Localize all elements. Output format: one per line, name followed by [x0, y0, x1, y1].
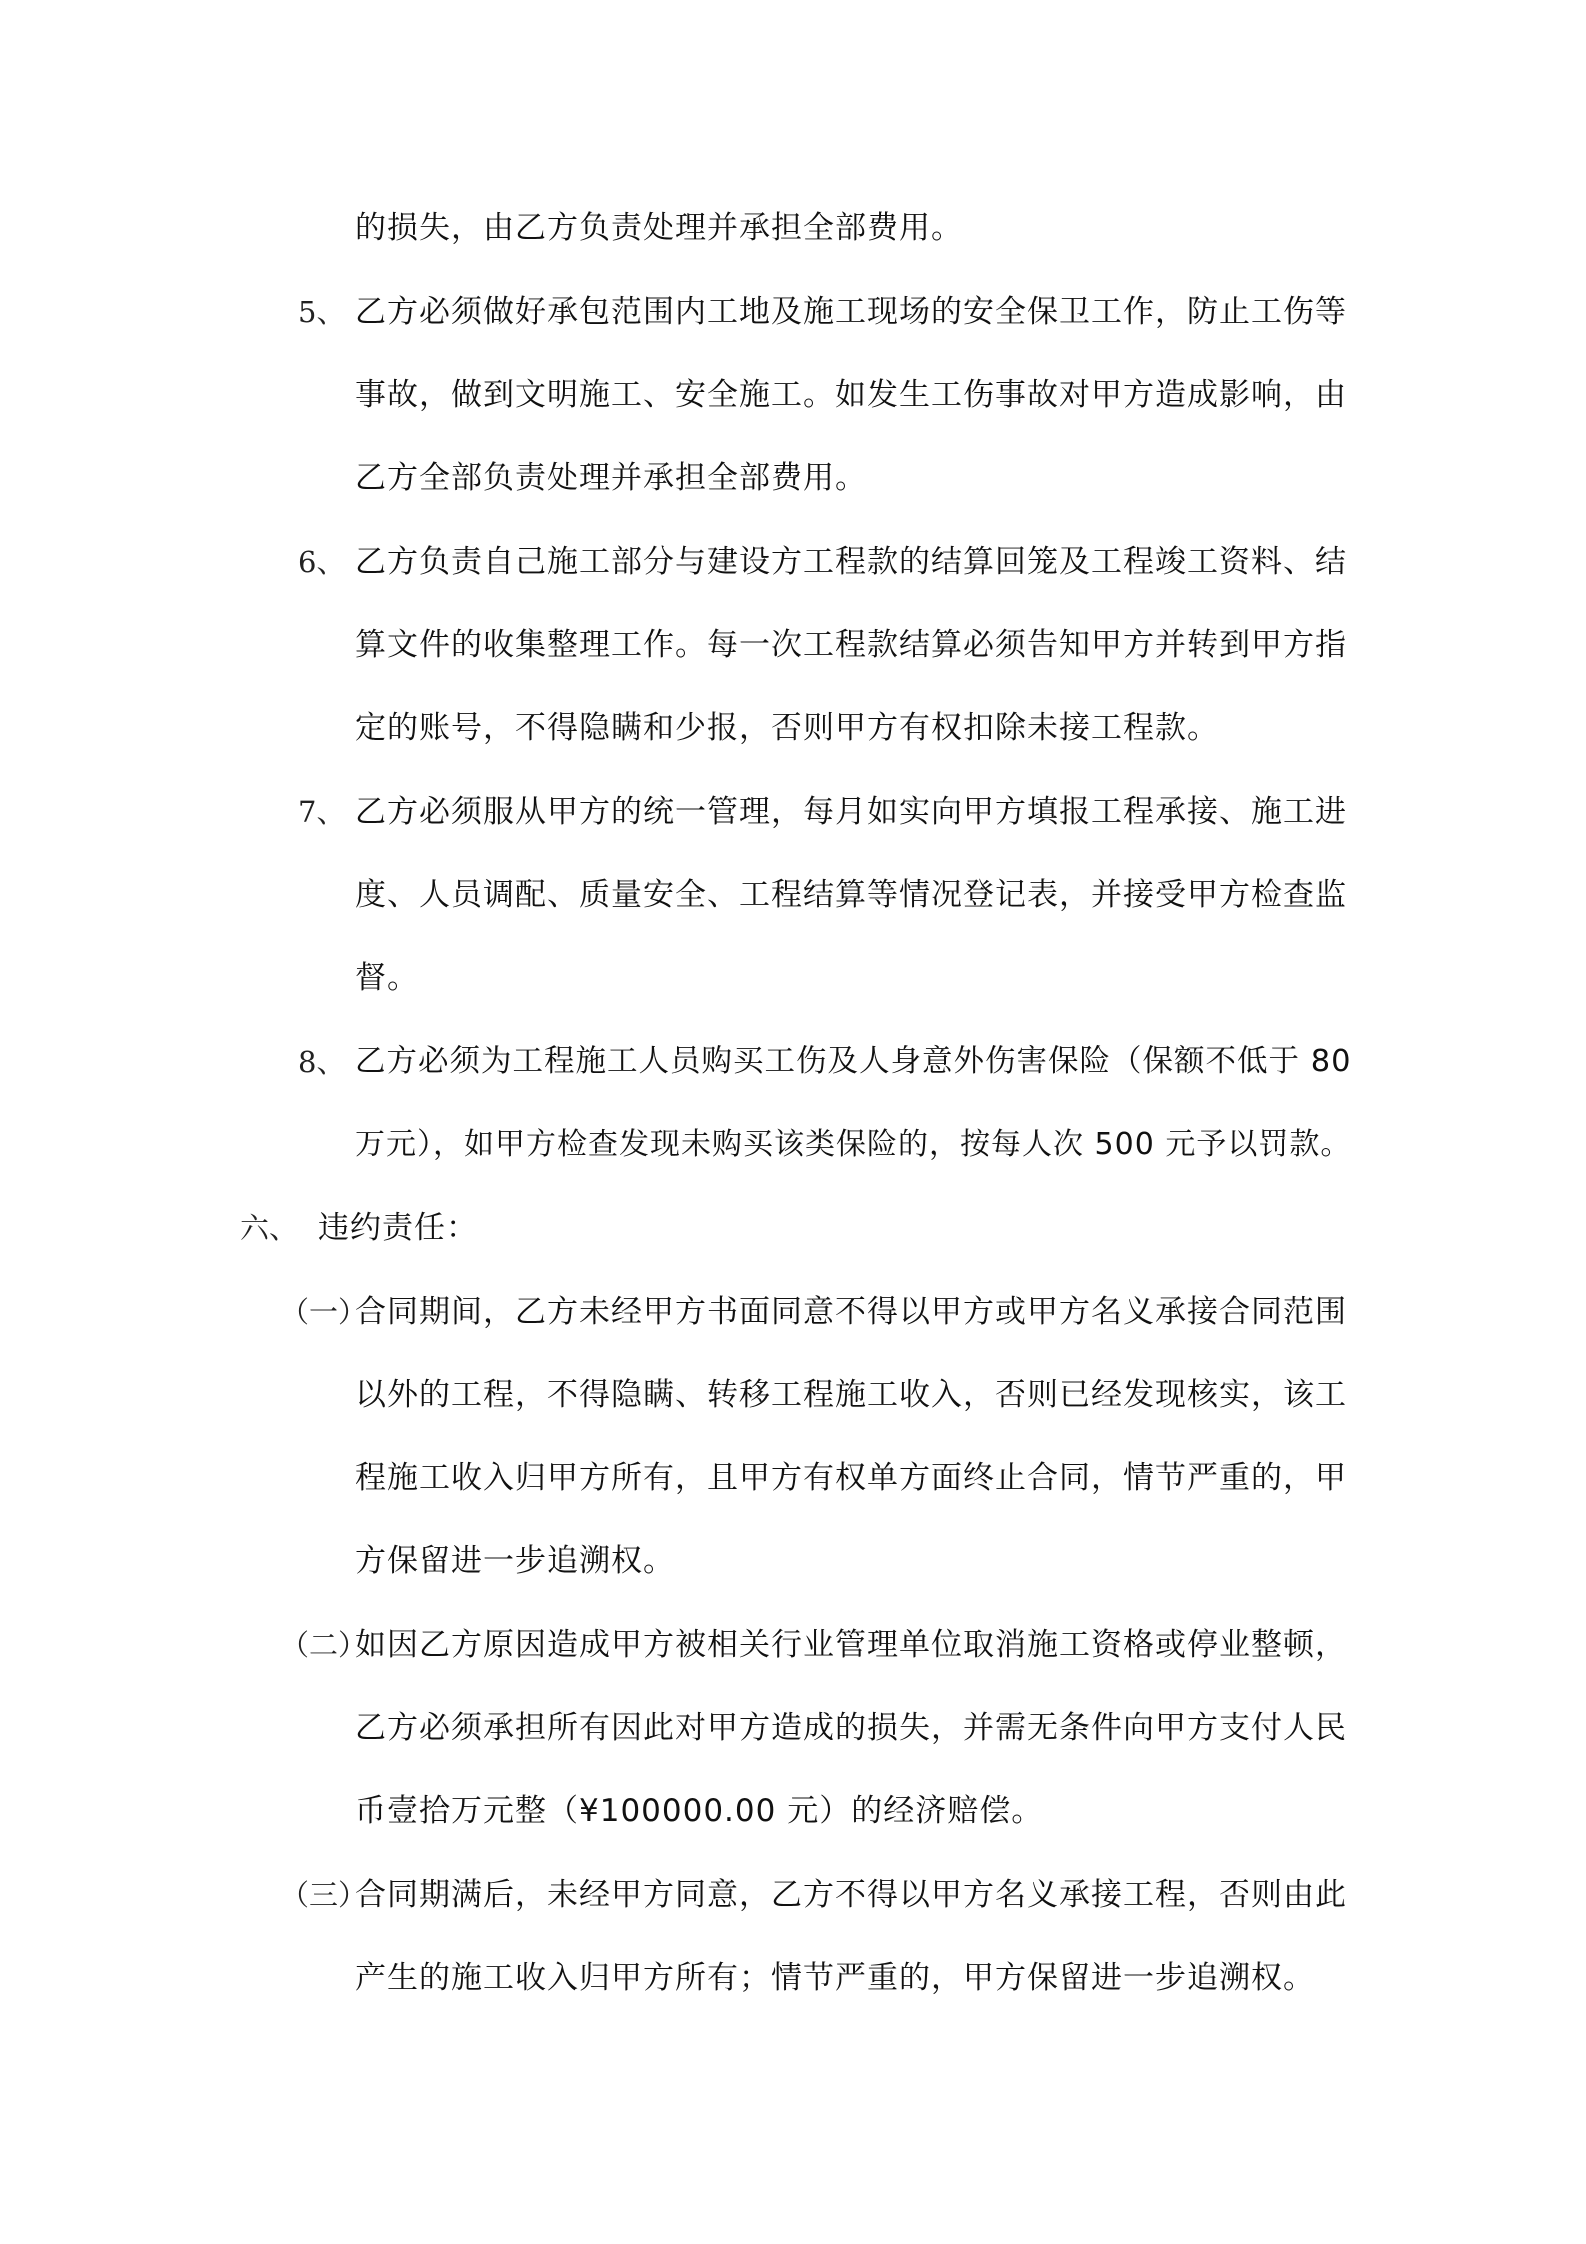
item-number: 7、 [298, 795, 346, 829]
clause-number: （二） [280, 1628, 368, 1662]
clause-text-line: 产生的施工收入归甲方所有；情节严重的，甲方保留进一步追溯权。 [355, 1960, 1315, 1996]
section-title: 违约责任： [318, 1210, 478, 1246]
item-text-line: 度、人员调配、质量安全、工程结算等情况登记表，并接受甲方检查监 [355, 877, 1347, 913]
item-text-line: 乙方必须服从甲方的统一管理，每月如实向甲方填报工程承接、施工进 [355, 794, 1347, 830]
item-text-line: 乙方必须做好承包范围内工地及施工现场的安全保卫工作，防止工伤等 [355, 294, 1347, 330]
clause-text-line: 方保留进一步追溯权。 [355, 1543, 675, 1579]
section-number: 六、 [240, 1211, 299, 1245]
clause-number: （一） [280, 1295, 368, 1329]
item-text-line: 乙方全部负责处理并承担全部费用。 [355, 460, 867, 496]
clause-text-line: 程施工收入归甲方所有，且甲方有权单方面终止合同，情节严重的，甲 [355, 1460, 1347, 1496]
item-number: 8、 [298, 1045, 346, 1079]
clause-text-line: 合同期满后，未经甲方同意，乙方不得以甲方名义承接工程，否则由此 [355, 1877, 1347, 1913]
clause-text-line: 乙方必须承担所有因此对甲方造成的损失，并需无条件向甲方支付人民 [355, 1710, 1347, 1746]
item-text-line: 算文件的收集整理工作。每一次工程款结算必须告知甲方并转到甲方指 [355, 627, 1347, 663]
item-4-continuation-line: 的损失，由乙方负责处理并承担全部费用。 [355, 210, 963, 246]
item-text-line: 乙方必须为工程施工人员购买工伤及人身意外伤害保险（保额不低于 80 [355, 1044, 1352, 1079]
clause-text-line: 币壹拾万元整（¥100000.00 元）的经济赔偿。 [355, 1793, 1044, 1829]
item-text-line: 万元），如甲方检查发现未购买该类保险的，按每人次 500 元予以罚款。 [355, 1127, 1352, 1162]
item-number: 5、 [298, 295, 346, 329]
item-number: 6、 [298, 545, 346, 579]
item-text-line: 事故，做到文明施工、安全施工。如发生工伤事故对甲方造成影响，由 [355, 377, 1347, 413]
clause-text-line: 以外的工程，不得隐瞒、转移工程施工收入，否则已经发现核实，该工 [355, 1377, 1347, 1413]
item-text-line: 督。 [355, 960, 419, 996]
item-text-line: 定的账号，不得隐瞒和少报，否则甲方有权扣除未接工程款。 [355, 710, 1219, 746]
clause-text-line: 合同期间，乙方未经甲方书面同意不得以甲方或甲方名义承接合同范围 [355, 1294, 1347, 1330]
clause-number: （三） [280, 1878, 368, 1912]
clause-text-line: 如因乙方原因造成甲方被相关行业管理单位取消施工资格或停业整顿， [355, 1627, 1347, 1663]
item-text-line: 乙方负责自己施工部分与建设方工程款的结算回笼及工程竣工资料、结 [355, 544, 1347, 580]
